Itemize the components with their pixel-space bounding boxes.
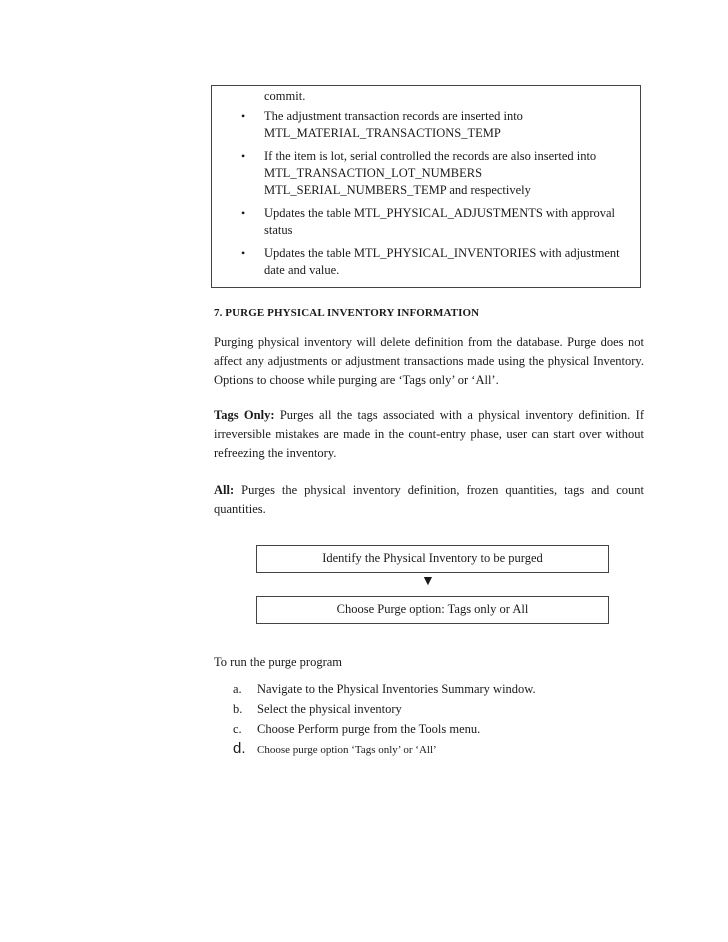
arrow-down-icon: ▼	[421, 574, 435, 589]
flow-step-identify: Identify the Physical Inventory to be purged	[256, 545, 609, 573]
continued-text: commit.	[264, 89, 306, 103]
bullet-line: The adjustment transaction records are inserted into	[264, 109, 523, 123]
process-bullet-list	[212, 108, 640, 285]
step-item	[233, 679, 536, 699]
bullet-icon: •	[241, 246, 246, 260]
bullet-line: MTL_SERIAL_NUMBERS_TEMP and respectively	[264, 183, 531, 197]
bullet-item	[212, 205, 640, 239]
step-item	[233, 719, 536, 739]
tags-only-text: Purges all the tags associated with a physical inventory definition. If irreversible mistakes are made in the count-entry phase, user can start over without refreezing the inventory.	[214, 407, 644, 460]
bullet-line: status	[264, 223, 293, 237]
step-marker: b.	[233, 702, 243, 716]
bullet-line: Updates the table MTL_PHYSICAL_ADJUSTMENTS with approval	[264, 206, 616, 220]
run-purge-intro: To run the purge program	[214, 655, 343, 669]
tags-only-label: Tags Only:	[214, 407, 275, 422]
all-text: Purges the physical inventory definition, frozen quantities, tags and count quantities.	[214, 482, 644, 516]
step-text: Choose purge option ‘Tags only’ or ‘All’	[257, 744, 437, 756]
bullet-icon: •	[241, 206, 246, 220]
step-marker: a.	[233, 682, 242, 696]
step-item	[233, 699, 536, 719]
bullet-line: MTL_TRANSACTION_LOT_NUMBERS	[264, 166, 483, 180]
step-marker: c.	[233, 722, 242, 736]
all-label: All:	[214, 482, 235, 497]
step-text: Select the physical inventory	[257, 702, 402, 716]
intro-paragraph: Purging physical inventory will delete definition from the database. Purge does not affect any adjustments or adjustment transactions made using the physical Inventory. Options to choose while purging are ‘Tags only’ or ‘All’.	[214, 334, 644, 387]
bullet-item	[212, 245, 640, 279]
step-marker: d.	[233, 740, 246, 757]
bullet-icon: •	[241, 149, 246, 163]
bullet-item	[212, 108, 640, 142]
purge-steps-list	[233, 679, 536, 760]
flow-step-choose: Choose Purge option: Tags only or All	[256, 596, 609, 624]
bullet-line: MTL_MATERIAL_TRANSACTIONS_TEMP	[264, 126, 501, 140]
bullet-line: Updates the table MTL_PHYSICAL_INVENTORIES with adjustment	[264, 246, 620, 260]
bullet-item	[212, 148, 640, 199]
bullet-line: date and value.	[264, 263, 340, 277]
bullet-line: If the item is lot, serial controlled the records are also inserted into	[264, 149, 597, 163]
all-paragraph	[214, 481, 644, 519]
bullet-icon: •	[241, 109, 246, 123]
section-heading: 7. PURGE PHYSICAL INVENTORY INFORMATION	[214, 307, 480, 319]
step-text: Choose Perform purge from the Tools menu.	[257, 722, 481, 736]
step-text: Navigate to the Physical Inventories Summary window.	[257, 682, 536, 696]
step-item	[233, 739, 536, 760]
tags-only-paragraph	[214, 406, 644, 463]
process-box	[211, 85, 641, 288]
